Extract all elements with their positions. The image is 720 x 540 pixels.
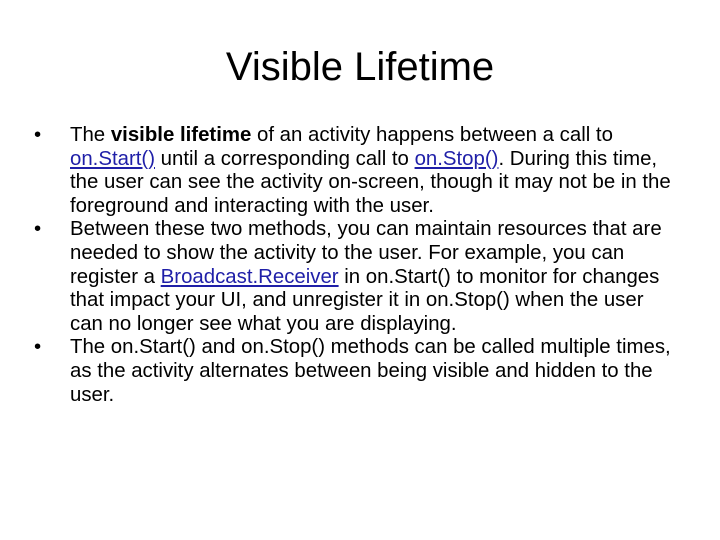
text-run: . During this time, the user can see the activity on-screen, though it may not be in the foreground and interacting with the user. [70,147,671,217]
text-run: in on.Start() to monitor for changes that impact your UI, and unregister it in on.Stop() when the user can no longer see what you are displaying. [70,265,660,335]
bullet-text [70,218,682,336]
bullet-item [30,218,682,336]
bullet-marker: • [34,218,42,241]
bullet-item [30,336,682,407]
text-run: Between these two methods, you can maintain resources that are needed to show the activity to the user. For example, you can register a [70,218,662,288]
bullet-text [70,336,682,407]
broadcast-receiver-link[interactable]: Broadcast.Receiver [160,265,339,288]
bullet-list [30,124,682,407]
text-run: of an activity happens between a call to [251,124,613,146]
bullet-item [30,124,682,218]
bullet-marker: • [34,124,42,146]
bold-term: visible lifetime [110,124,252,146]
text-run: The on.Start() and on.Stop() methods can be called multiple times, as the activity alternates between being visible and hidden to the user. [70,336,671,406]
onstop-link[interactable]: on.Stop() [414,147,499,170]
text-run: until a corresponding call to [155,147,415,170]
bullet-marker: • [34,336,42,359]
onstart-link[interactable]: on.Start() [70,147,155,170]
bullet-text [70,124,682,218]
text-run: The [70,124,111,146]
slide-title: Visible Lifetime [225,45,495,89]
